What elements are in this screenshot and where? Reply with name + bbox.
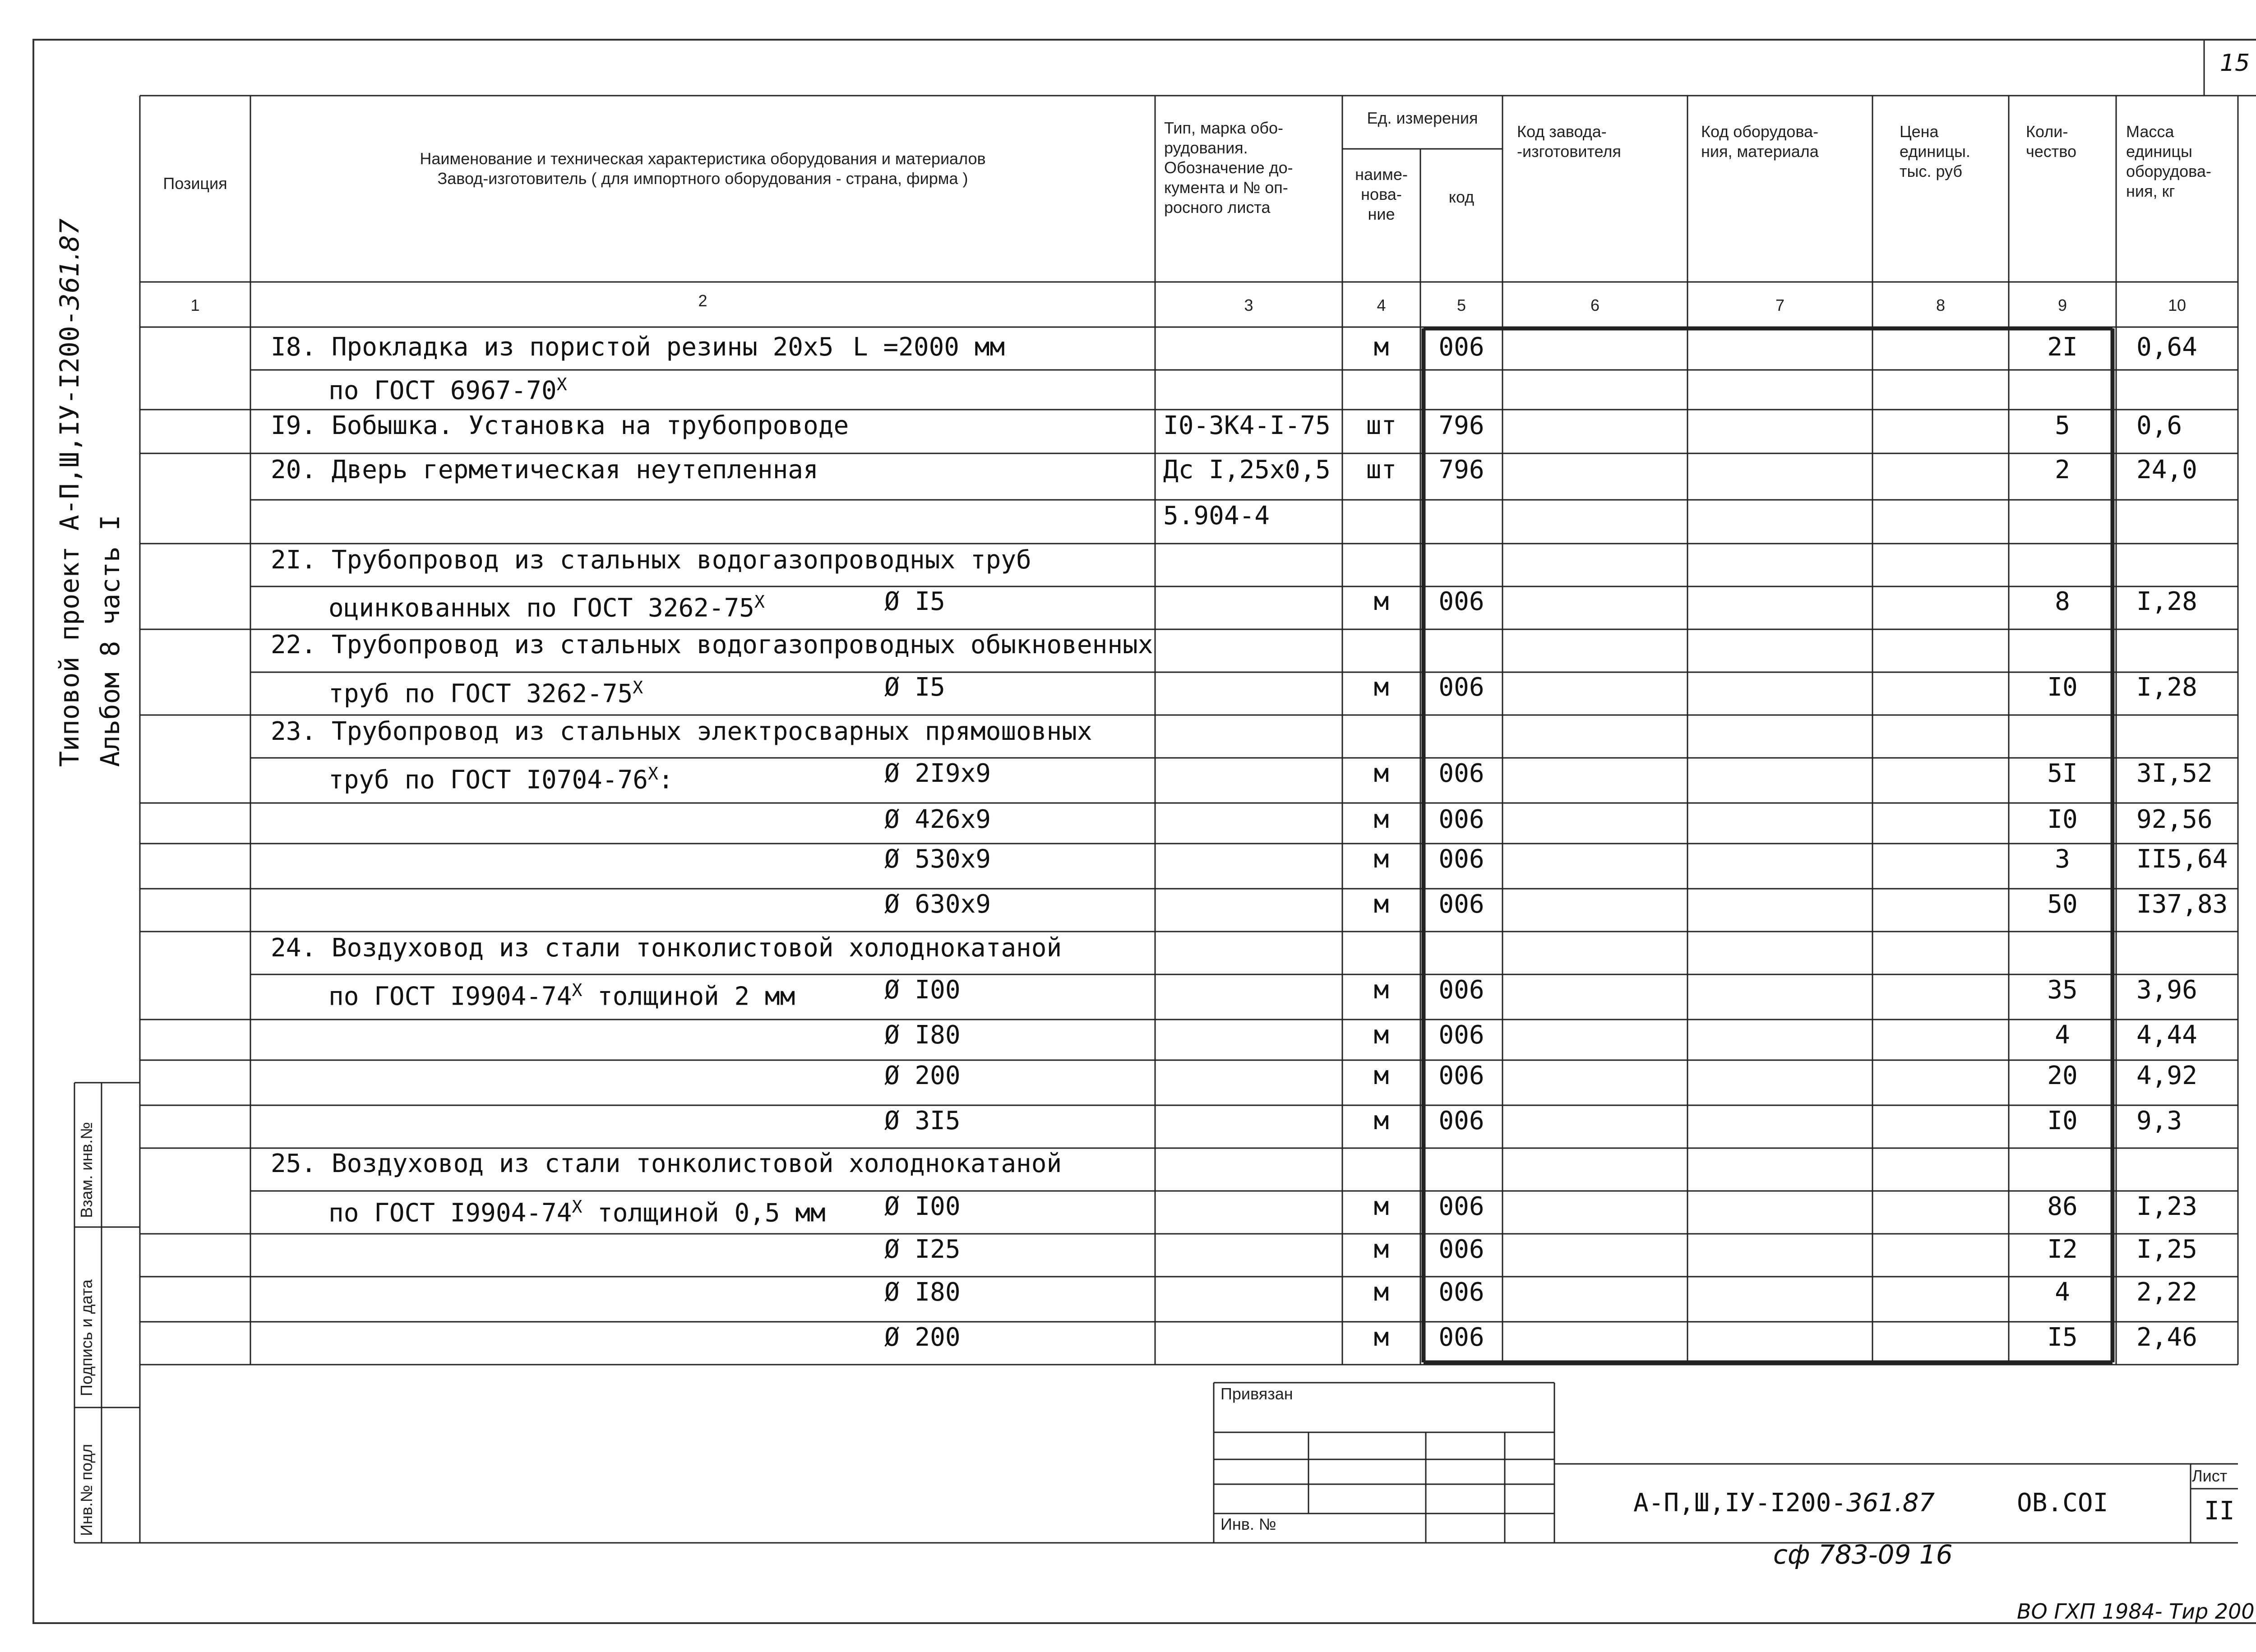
row-mass: 9,3 bbox=[2136, 1106, 2182, 1135]
row-document: 5.904-4 bbox=[1163, 501, 1270, 531]
row-mass: I,25 bbox=[2136, 1235, 2197, 1264]
row-dimension: Ø I5 bbox=[884, 673, 945, 702]
row-quantity: 2I bbox=[2047, 332, 2078, 362]
row-unit: м bbox=[1373, 673, 1389, 702]
row-quantity: I0 bbox=[2047, 673, 2078, 702]
row-mass: 24,0 bbox=[2136, 455, 2197, 485]
row-quantity: 2 bbox=[2055, 455, 2070, 485]
row-quantity: 35 bbox=[2047, 975, 2078, 1005]
row-unit: м bbox=[1373, 1235, 1389, 1264]
row-unit: м bbox=[1373, 1106, 1389, 1135]
row-mass: 3I,52 bbox=[2136, 759, 2213, 788]
row-unit-code: 006 bbox=[1438, 1278, 1484, 1307]
row-name: I8. Прокладка из пористой резины 20х5 bbox=[271, 332, 834, 362]
row-quantity: 86 bbox=[2047, 1192, 2078, 1221]
header-quantity: Коли- чество bbox=[2026, 122, 2077, 161]
colnum-7: 7 bbox=[1775, 296, 1785, 314]
row-quantity: I0 bbox=[2047, 1106, 2078, 1135]
stamp-code: ОВ.СОI bbox=[2017, 1488, 2108, 1518]
row-dimension: Ø 530х9 bbox=[884, 844, 991, 874]
row-name: по ГОСТ $I9904-74^X$ толщиной 2 мм bbox=[328, 980, 795, 1011]
row-mass: I37,83 bbox=[2136, 890, 2228, 919]
stamp-privyazan: Привязан bbox=[1220, 1384, 1293, 1403]
row-mass: I,28 bbox=[2136, 673, 2197, 702]
row-unit: шт bbox=[1366, 455, 1397, 485]
row-quantity: 8 bbox=[2055, 587, 2070, 616]
row-name: труб по ГОСТ $I0704-76^X$: bbox=[328, 764, 674, 795]
row-quantity: I5 bbox=[2047, 1323, 2078, 1352]
edition-note: ВО ГХП 1984- Тир 200 bbox=[2017, 1599, 2255, 1624]
header-position: Позиция bbox=[163, 174, 227, 193]
stamp-vzam: Взам. инв.№ bbox=[77, 1121, 96, 1218]
stamp-sheet-number: II bbox=[2204, 1496, 2235, 1526]
row-dimension: Ø I80 bbox=[884, 1278, 961, 1307]
colnum-10: 10 bbox=[2168, 296, 2187, 314]
row-dimension: Ø I00 bbox=[884, 975, 961, 1005]
row-unit-code: 006 bbox=[1438, 805, 1484, 834]
header-units: Ед. измерения bbox=[1367, 109, 1478, 127]
row-unit-code: 006 bbox=[1438, 844, 1484, 874]
row-mass: I,23 bbox=[2136, 1192, 2197, 1221]
row-unit-code: 796 bbox=[1438, 411, 1484, 440]
row-unit: м bbox=[1373, 1323, 1389, 1352]
row-quantity: 5I bbox=[2047, 759, 2078, 788]
stamp-invpodl: Инв.№ подл bbox=[77, 1444, 96, 1536]
row-mass: II5,64 bbox=[2136, 844, 2228, 874]
row-name: оцинкованных по ГОСТ $3262-75^X$ bbox=[328, 592, 765, 623]
row-quantity: I0 bbox=[2047, 805, 2078, 834]
side-title-line2: Альбом 8 часть I bbox=[95, 515, 125, 767]
colnum-5: 5 bbox=[1456, 296, 1466, 314]
row-mass: 92,56 bbox=[2136, 805, 2213, 834]
row-unit-code: 006 bbox=[1438, 1323, 1484, 1352]
colnum-4: 4 bbox=[1377, 296, 1386, 314]
row-document: Дс I,25х0,5 bbox=[1163, 455, 1331, 485]
colnum-1: 1 bbox=[190, 296, 200, 314]
row-mass: I,28 bbox=[2136, 587, 2197, 616]
row-unit-code: 006 bbox=[1438, 1061, 1484, 1090]
row-name: по ГОСТ $I9904-74^X$ толщиной 0,5 мм bbox=[328, 1197, 826, 1228]
row-quantity: 3 bbox=[2055, 844, 2070, 874]
row-unit-code: 006 bbox=[1438, 587, 1484, 616]
row-name: 25. Воздуховод из стали тонколистовой холоднокатаной bbox=[271, 1149, 1062, 1178]
row-dimension: Ø I5 bbox=[884, 587, 945, 616]
header-factory-code: Код завода- -изготовителя bbox=[1517, 122, 1621, 161]
side-title-line1: Типовой проект А-П,Ш,IУ-I200-361.87 bbox=[54, 218, 85, 767]
row-quantity: 4 bbox=[2055, 1020, 2070, 1050]
colnum-9: 9 bbox=[2057, 296, 2067, 314]
header-price: Цена единицы. тыс. руб bbox=[1900, 122, 1970, 180]
row-unit-code: 006 bbox=[1438, 1106, 1484, 1135]
row-unit-code: 006 bbox=[1438, 1192, 1484, 1221]
row-dimension: Ø I25 bbox=[884, 1235, 961, 1264]
row-name: 23. Трубопровод из стальных электросварных прямошовных bbox=[271, 717, 1092, 746]
row-dimension: L =2000 мм bbox=[853, 332, 1005, 362]
row-mass: 4,44 bbox=[2136, 1020, 2197, 1050]
row-unit: м bbox=[1373, 890, 1389, 919]
row-name: по ГОСТ $6967-70^X$ bbox=[328, 374, 567, 406]
row-document: I0-3К4-I-75 bbox=[1163, 411, 1331, 440]
row-quantity: I2 bbox=[2047, 1235, 2078, 1264]
row-quantity: 5 bbox=[2055, 411, 2070, 440]
row-unit: м bbox=[1373, 1192, 1389, 1221]
header-unit-code: код bbox=[1448, 188, 1475, 206]
row-unit: м bbox=[1373, 805, 1389, 834]
row-unit: м bbox=[1373, 759, 1389, 788]
stamp-inv: Инв. № bbox=[1220, 1515, 1276, 1533]
page-number: 15 bbox=[2220, 50, 2250, 77]
stamp-designation: А-П,Ш,IУ-I200-361.87 bbox=[1633, 1488, 1935, 1518]
stamp-podpis: Подпись и дата bbox=[77, 1279, 96, 1396]
row-unit: шт bbox=[1366, 411, 1397, 440]
row-name: труб по ГОСТ $3262-75^X$ bbox=[328, 678, 643, 709]
row-dimension: Ø 200 bbox=[884, 1061, 961, 1090]
row-name: I9. Бобышка. Установка на трубопроводе bbox=[271, 411, 849, 440]
header-material-code: Код оборудова- ния, материала bbox=[1701, 122, 1819, 161]
row-dimension: Ø 3I5 bbox=[884, 1106, 961, 1135]
row-dimension: Ø 630х9 bbox=[884, 890, 991, 919]
colnum-3: 3 bbox=[1244, 296, 1253, 314]
row-dimension: Ø I80 bbox=[884, 1020, 961, 1050]
row-unit-code: 006 bbox=[1438, 332, 1484, 362]
row-unit-code: 006 bbox=[1438, 673, 1484, 702]
row-mass: 2,46 bbox=[2136, 1323, 2197, 1352]
row-unit-code: 006 bbox=[1438, 1020, 1484, 1050]
header-type: Тип, марка обо- рудования. Обозначение до- кумента и № оп- росного листа bbox=[1164, 119, 1293, 217]
colnum-6: 6 bbox=[1590, 296, 1600, 314]
header-name-line2: Завод-изготовитель ( для импортного оборудования - страна, фирма ) bbox=[437, 169, 968, 188]
row-quantity: 4 bbox=[2055, 1278, 2070, 1307]
row-quantity: 20 bbox=[2047, 1061, 2078, 1090]
row-mass: 2,22 bbox=[2136, 1278, 2197, 1307]
row-unit: м bbox=[1373, 332, 1389, 362]
row-unit-code: 006 bbox=[1438, 890, 1484, 919]
stamp-sheet-label: Лист bbox=[2192, 1467, 2228, 1485]
row-mass: 0,64 bbox=[2136, 332, 2197, 362]
archive-number: сф 783-09 16 bbox=[1773, 1539, 1953, 1570]
row-mass: 0,6 bbox=[2136, 411, 2182, 440]
row-unit: м bbox=[1373, 587, 1389, 616]
row-name: 22. Трубопровод из стальных водогазопроводных обыкновенных bbox=[271, 630, 1153, 660]
row-name: 20. Дверь герметическая неутепленная bbox=[271, 455, 818, 485]
row-unit: м bbox=[1373, 1278, 1389, 1307]
row-mass: 4,92 bbox=[2136, 1061, 2197, 1090]
row-name: 24. Воздуховод из стали тонколистовой холоднокатаной bbox=[271, 933, 1062, 963]
row-dimension: Ø 200 bbox=[884, 1323, 961, 1352]
header-name-line1: Наименование и техническая характеристика оборудования и материалов bbox=[420, 149, 986, 168]
row-unit-code: 006 bbox=[1438, 759, 1484, 788]
row-quantity: 50 bbox=[2047, 890, 2078, 919]
row-dimension: Ø 426х9 bbox=[884, 805, 991, 834]
header-unit-name: наиме- нова- ние bbox=[1355, 165, 1408, 223]
row-unit-code: 796 bbox=[1438, 455, 1484, 485]
row-unit-code: 006 bbox=[1438, 1235, 1484, 1264]
row-unit: м bbox=[1373, 1020, 1389, 1050]
row-dimension: Ø I00 bbox=[884, 1192, 961, 1221]
row-name: 2I. Трубопровод из стальных водогазопроводных труб bbox=[271, 545, 1031, 575]
row-dimension: Ø 2I9х9 bbox=[884, 759, 991, 788]
colnum-8: 8 bbox=[1936, 296, 1946, 314]
row-unit-code: 006 bbox=[1438, 975, 1484, 1005]
row-unit: м bbox=[1373, 1061, 1389, 1090]
header-mass: Масса единицы оборудова- ния, кг bbox=[2126, 122, 2211, 200]
colnum-2: 2 bbox=[698, 291, 707, 310]
row-mass: 3,96 bbox=[2136, 975, 2197, 1005]
row-unit: м bbox=[1373, 844, 1389, 874]
row-unit: м bbox=[1373, 975, 1389, 1005]
